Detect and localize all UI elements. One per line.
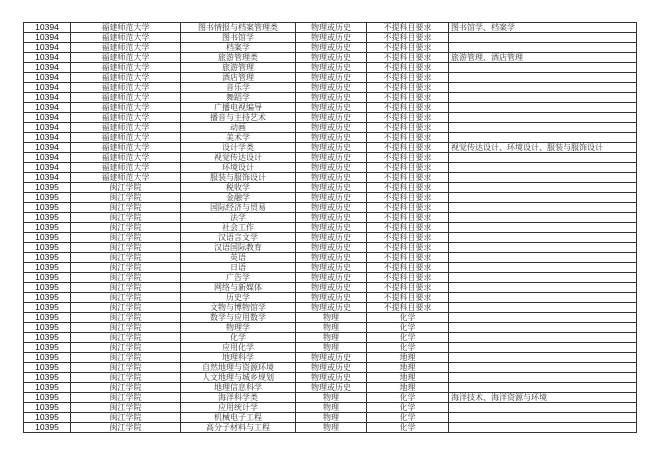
first-subject-cell[interactable]: 物理 <box>296 343 367 353</box>
first-subject-cell[interactable]: 物理或历史 <box>296 113 367 123</box>
second-subject-cell[interactable]: 不提科目要求 <box>367 23 449 33</box>
major-name-cell[interactable]: 设计学类 <box>181 143 296 153</box>
major-name-cell[interactable]: 音乐学 <box>181 83 296 93</box>
first-subject-cell[interactable]: 物理或历史 <box>296 383 367 393</box>
school-name-cell[interactable]: 闽江学院 <box>71 303 181 313</box>
table-row <box>24 403 637 413</box>
second-subject-cell[interactable]: 不提科目要求 <box>367 173 449 183</box>
table-row <box>24 313 637 323</box>
school-name-cell[interactable]: 闽江学院 <box>71 183 181 193</box>
school-code-cell[interactable]: 10395 <box>24 393 71 403</box>
included-majors-cell[interactable]: 视觉传达设计、环境设计、服装与服饰设计 <box>449 143 637 153</box>
included-majors-cell[interactable] <box>449 413 637 423</box>
second-subject-cell[interactable]: 不提科目要求 <box>367 273 449 283</box>
first-subject-cell[interactable]: 物理或历史 <box>296 33 367 43</box>
included-majors-cell[interactable] <box>449 203 637 213</box>
major-name-cell[interactable]: 税收学 <box>181 183 296 193</box>
school-name-cell[interactable]: 闽江学院 <box>71 423 181 433</box>
table-row <box>24 73 637 83</box>
school-code-cell[interactable]: 10394 <box>24 33 71 43</box>
school-name-cell[interactable]: 福建师范大学 <box>71 113 181 123</box>
major-name-cell[interactable]: 美术学 <box>181 133 296 143</box>
major-name-cell[interactable]: 档案学 <box>181 43 296 53</box>
second-subject-cell[interactable]: 不提科目要求 <box>367 73 449 83</box>
first-subject-cell[interactable]: 物理 <box>296 393 367 403</box>
major-name-cell[interactable]: 汉语言文学 <box>181 233 296 243</box>
school-code-cell[interactable]: 10394 <box>24 153 71 163</box>
second-subject-cell[interactable]: 化学 <box>367 343 449 353</box>
school-code-cell[interactable]: 10395 <box>24 223 71 233</box>
included-majors-cell[interactable] <box>449 293 637 303</box>
major-name-cell[interactable]: 英语 <box>181 253 296 263</box>
first-subject-cell[interactable]: 物理或历史 <box>296 303 367 313</box>
second-subject-cell[interactable]: 不提科目要求 <box>367 113 449 123</box>
table-row <box>24 113 637 123</box>
school-code-cell[interactable]: 10394 <box>24 23 71 33</box>
school-name-cell[interactable]: 闽江学院 <box>71 263 181 273</box>
included-majors-cell[interactable] <box>449 153 637 163</box>
first-subject-cell[interactable]: 物理或历史 <box>296 243 367 253</box>
included-majors-cell[interactable] <box>449 353 637 363</box>
school-name-cell[interactable]: 闽江学院 <box>71 293 181 303</box>
first-subject-cell[interactable]: 物理或历史 <box>296 273 367 283</box>
included-majors-cell[interactable] <box>449 233 637 243</box>
school-code-cell[interactable]: 10395 <box>24 273 71 283</box>
table-row <box>24 413 637 423</box>
major-name-cell[interactable]: 国际经济与贸易 <box>181 203 296 213</box>
major-name-cell[interactable]: 人文地理与城乡规划 <box>181 373 296 383</box>
school-name-cell[interactable]: 闽江学院 <box>71 333 181 343</box>
table-row <box>24 173 637 183</box>
school-code-cell[interactable]: 10395 <box>24 403 71 413</box>
school-code-cell[interactable]: 10395 <box>24 343 71 353</box>
school-name-cell[interactable]: 福建师范大学 <box>71 153 181 163</box>
first-subject-cell[interactable]: 物理或历史 <box>296 253 367 263</box>
included-majors-cell[interactable] <box>449 193 637 203</box>
included-majors-cell[interactable] <box>449 63 637 73</box>
school-code-cell[interactable]: 10395 <box>24 193 71 203</box>
included-majors-cell[interactable]: 旅游管理、酒店管理 <box>449 53 637 63</box>
school-name-cell[interactable]: 闽江学院 <box>71 213 181 223</box>
second-subject-cell[interactable]: 不提科目要求 <box>367 293 449 303</box>
included-majors-cell[interactable] <box>449 273 637 283</box>
major-name-cell[interactable]: 动画 <box>181 123 296 133</box>
major-name-cell[interactable]: 海洋科学类 <box>181 393 296 403</box>
major-name-cell[interactable]: 网络与新媒体 <box>181 283 296 293</box>
school-code-cell[interactable]: 10395 <box>24 383 71 393</box>
first-subject-cell[interactable]: 物理或历史 <box>296 283 367 293</box>
first-subject-cell[interactable]: 物理或历史 <box>296 73 367 83</box>
second-subject-cell[interactable]: 不提科目要求 <box>367 93 449 103</box>
second-subject-cell[interactable]: 不提科目要求 <box>367 103 449 113</box>
first-subject-cell[interactable]: 物理或历史 <box>296 93 367 103</box>
school-code-cell[interactable]: 10394 <box>24 103 71 113</box>
included-majors-cell[interactable] <box>449 403 637 413</box>
first-subject-cell[interactable]: 物理或历史 <box>296 143 367 153</box>
major-name-cell[interactable]: 广播电视编导 <box>181 103 296 113</box>
included-majors-cell[interactable] <box>449 383 637 393</box>
school-code-cell[interactable]: 10395 <box>24 293 71 303</box>
second-subject-cell[interactable]: 化学 <box>367 413 449 423</box>
table-row <box>24 363 637 373</box>
school-name-cell[interactable]: 闽江学院 <box>71 363 181 373</box>
included-majors-cell[interactable] <box>449 263 637 273</box>
first-subject-cell[interactable]: 物理或历史 <box>296 233 367 243</box>
school-code-cell[interactable]: 10395 <box>24 373 71 383</box>
school-code-cell[interactable]: 10394 <box>24 113 71 123</box>
included-majors-cell[interactable]: 图书馆学、档案学 <box>449 23 637 33</box>
school-name-cell[interactable]: 福建师范大学 <box>71 33 181 43</box>
table-row <box>24 103 637 113</box>
table-row <box>24 93 637 103</box>
school-name-cell[interactable]: 闽江学院 <box>71 233 181 243</box>
second-subject-cell[interactable]: 化学 <box>367 333 449 343</box>
school-code-cell[interactable]: 10394 <box>24 93 71 103</box>
school-name-cell[interactable]: 闽江学院 <box>71 313 181 323</box>
included-majors-cell[interactable] <box>449 253 637 263</box>
second-subject-cell[interactable]: 不提科目要求 <box>367 233 449 243</box>
school-code-cell[interactable]: 10395 <box>24 183 71 193</box>
first-subject-cell[interactable]: 物理或历史 <box>296 213 367 223</box>
first-subject-cell[interactable]: 物理或历史 <box>296 363 367 373</box>
second-subject-cell[interactable]: 不提科目要求 <box>367 163 449 173</box>
school-name-cell[interactable]: 闽江学院 <box>71 193 181 203</box>
first-subject-cell[interactable]: 物理或历史 <box>296 123 367 133</box>
second-subject-cell[interactable]: 化学 <box>367 393 449 403</box>
included-majors-cell[interactable] <box>449 373 637 383</box>
school-code-cell[interactable]: 10394 <box>24 173 71 183</box>
table-row <box>24 203 637 213</box>
table-row <box>24 223 637 233</box>
second-subject-cell[interactable]: 不提科目要求 <box>367 263 449 273</box>
second-subject-cell[interactable]: 地理 <box>367 373 449 383</box>
included-majors-cell[interactable] <box>449 363 637 373</box>
school-code-cell[interactable]: 10394 <box>24 83 71 93</box>
first-subject-cell[interactable]: 物理或历史 <box>296 263 367 273</box>
first-subject-cell[interactable]: 物理或历史 <box>296 353 367 363</box>
table-row <box>24 183 637 193</box>
school-name-cell[interactable]: 闽江学院 <box>71 393 181 403</box>
second-subject-cell[interactable]: 不提科目要求 <box>367 43 449 53</box>
second-subject-cell[interactable]: 不提科目要求 <box>367 63 449 73</box>
second-subject-cell[interactable]: 地理 <box>367 353 449 363</box>
table-body <box>24 23 637 433</box>
school-name-cell[interactable]: 闽江学院 <box>71 283 181 293</box>
table-row <box>24 303 637 313</box>
second-subject-cell[interactable]: 不提科目要求 <box>367 223 449 233</box>
major-name-cell[interactable]: 物理学 <box>181 323 296 333</box>
first-subject-cell[interactable]: 物理或历史 <box>296 223 367 233</box>
first-subject-cell[interactable]: 物理或历史 <box>296 163 367 173</box>
second-subject-cell[interactable]: 不提科目要求 <box>367 303 449 313</box>
table-row <box>24 273 637 283</box>
second-subject-cell[interactable]: 化学 <box>367 313 449 323</box>
school-name-cell[interactable]: 福建师范大学 <box>71 163 181 173</box>
table-row <box>24 23 637 33</box>
included-majors-cell[interactable] <box>449 323 637 333</box>
first-subject-cell[interactable]: 物理或历史 <box>296 373 367 383</box>
major-name-cell[interactable]: 汉语国际教育 <box>181 243 296 253</box>
major-name-cell[interactable]: 视觉传达设计 <box>181 153 296 163</box>
first-subject-cell[interactable]: 物理 <box>296 403 367 413</box>
major-name-cell[interactable]: 自然地理与资源环境 <box>181 363 296 373</box>
major-name-cell[interactable]: 应用统计学 <box>181 403 296 413</box>
second-subject-cell[interactable]: 不提科目要求 <box>367 33 449 43</box>
included-majors-cell[interactable]: 海洋技术、海洋资源与环境 <box>449 393 637 403</box>
second-subject-cell[interactable]: 地理 <box>367 383 449 393</box>
first-subject-cell[interactable]: 物理或历史 <box>296 53 367 63</box>
major-name-cell[interactable]: 日语 <box>181 263 296 273</box>
table-row <box>24 213 637 223</box>
major-name-cell[interactable]: 地理信息科学 <box>181 383 296 393</box>
school-name-cell[interactable]: 福建师范大学 <box>71 93 181 103</box>
second-subject-cell[interactable]: 不提科目要求 <box>367 133 449 143</box>
major-name-cell[interactable]: 旅游管理 <box>181 63 296 73</box>
second-subject-cell[interactable]: 地理 <box>367 363 449 373</box>
school-name-cell[interactable]: 福建师范大学 <box>71 173 181 183</box>
included-majors-cell[interactable] <box>449 343 637 353</box>
school-name-cell[interactable]: 闽江学院 <box>71 253 181 263</box>
included-majors-cell[interactable] <box>449 313 637 323</box>
school-name-cell[interactable]: 福建师范大学 <box>71 103 181 113</box>
school-name-cell[interactable]: 福建师范大学 <box>71 53 181 63</box>
first-subject-cell[interactable]: 物理 <box>296 333 367 343</box>
included-majors-cell[interactable] <box>449 283 637 293</box>
table-row <box>24 283 637 293</box>
school-code-cell[interactable]: 10395 <box>24 313 71 323</box>
major-name-cell[interactable]: 高分子材料与工程 <box>181 423 296 433</box>
school-code-cell[interactable]: 10395 <box>24 413 71 423</box>
major-name-cell[interactable]: 数学与应用数学 <box>181 313 296 323</box>
school-code-cell[interactable]: 10394 <box>24 63 71 73</box>
school-code-cell[interactable]: 10395 <box>24 353 71 363</box>
school-name-cell[interactable]: 闽江学院 <box>71 353 181 363</box>
school-code-cell[interactable]: 10394 <box>24 163 71 173</box>
table-row <box>24 143 637 153</box>
first-subject-cell[interactable]: 物理或历史 <box>296 63 367 73</box>
second-subject-cell[interactable]: 不提科目要求 <box>367 193 449 203</box>
table-row <box>24 153 637 163</box>
first-subject-cell[interactable]: 物理或历史 <box>296 83 367 93</box>
second-subject-cell[interactable]: 化学 <box>367 423 449 433</box>
second-subject-cell[interactable]: 不提科目要求 <box>367 253 449 263</box>
school-code-cell[interactable]: 10395 <box>24 213 71 223</box>
school-code-cell[interactable]: 10395 <box>24 303 71 313</box>
subject-requirements-table <box>23 22 637 433</box>
second-subject-cell[interactable]: 化学 <box>367 403 449 413</box>
table-row <box>24 343 637 353</box>
included-majors-cell[interactable] <box>449 93 637 103</box>
school-name-cell[interactable]: 闽江学院 <box>71 383 181 393</box>
school-code-cell[interactable]: 10395 <box>24 423 71 433</box>
first-subject-cell[interactable]: 物理或历史 <box>296 203 367 213</box>
school-code-cell[interactable]: 10394 <box>24 143 71 153</box>
table-row <box>24 253 637 263</box>
major-name-cell[interactable]: 化学 <box>181 333 296 343</box>
school-name-cell[interactable]: 闽江学院 <box>71 413 181 423</box>
table-row <box>24 163 637 173</box>
first-subject-cell[interactable]: 物理 <box>296 413 367 423</box>
major-name-cell[interactable]: 广告学 <box>181 273 296 283</box>
included-majors-cell[interactable] <box>449 173 637 183</box>
second-subject-cell[interactable]: 不提科目要求 <box>367 203 449 213</box>
school-name-cell[interactable]: 福建师范大学 <box>71 83 181 93</box>
table-row <box>24 293 637 303</box>
included-majors-cell[interactable] <box>449 123 637 133</box>
table-row <box>24 423 637 433</box>
table-row <box>24 373 637 383</box>
second-subject-cell[interactable]: 化学 <box>367 323 449 333</box>
included-majors-cell[interactable] <box>449 133 637 143</box>
major-name-cell[interactable]: 图书情报与档案管理类 <box>181 23 296 33</box>
second-subject-cell[interactable]: 不提科目要求 <box>367 123 449 133</box>
school-name-cell[interactable]: 福建师范大学 <box>71 63 181 73</box>
first-subject-cell[interactable]: 物理 <box>296 313 367 323</box>
school-code-cell[interactable]: 10394 <box>24 73 71 83</box>
second-subject-cell[interactable]: 不提科目要求 <box>367 283 449 293</box>
table-row <box>24 243 637 253</box>
major-name-cell[interactable]: 文物与博物馆学 <box>181 303 296 313</box>
school-name-cell[interactable]: 福建师范大学 <box>71 143 181 153</box>
included-majors-cell[interactable] <box>449 73 637 83</box>
first-subject-cell[interactable]: 物理或历史 <box>296 173 367 183</box>
major-name-cell[interactable]: 旅游管理类 <box>181 53 296 63</box>
major-name-cell[interactable]: 服装与服饰设计 <box>181 173 296 183</box>
table-row <box>24 393 637 403</box>
included-majors-cell[interactable] <box>449 163 637 173</box>
included-majors-cell[interactable] <box>449 243 637 253</box>
table-row <box>24 383 637 393</box>
table-row <box>24 63 637 73</box>
table-row <box>24 333 637 343</box>
school-code-cell[interactable]: 10395 <box>24 323 71 333</box>
major-name-cell[interactable]: 社会工作 <box>181 223 296 233</box>
school-name-cell[interactable]: 福建师范大学 <box>71 43 181 53</box>
major-name-cell[interactable]: 机械电子工程 <box>181 413 296 423</box>
school-code-cell[interactable]: 10394 <box>24 133 71 143</box>
school-code-cell[interactable]: 10395 <box>24 253 71 263</box>
school-code-cell[interactable]: 10395 <box>24 233 71 243</box>
included-majors-cell[interactable] <box>449 213 637 223</box>
school-code-cell[interactable]: 10395 <box>24 243 71 253</box>
first-subject-cell[interactable]: 物理 <box>296 423 367 433</box>
school-name-cell[interactable]: 福建师范大学 <box>71 23 181 33</box>
major-name-cell[interactable]: 历史学 <box>181 293 296 303</box>
table-row <box>24 233 637 243</box>
first-subject-cell[interactable]: 物理 <box>296 323 367 333</box>
major-name-cell[interactable]: 地理科学 <box>181 353 296 363</box>
second-subject-cell[interactable]: 不提科目要求 <box>367 243 449 253</box>
second-subject-cell[interactable]: 不提科目要求 <box>367 53 449 63</box>
school-name-cell[interactable]: 闽江学院 <box>71 403 181 413</box>
school-name-cell[interactable]: 福建师范大学 <box>71 123 181 133</box>
school-code-cell[interactable]: 10395 <box>24 283 71 293</box>
school-name-cell[interactable]: 闽江学院 <box>71 203 181 213</box>
school-code-cell[interactable]: 10394 <box>24 43 71 53</box>
major-name-cell[interactable]: 舞蹈学 <box>181 93 296 103</box>
first-subject-cell[interactable]: 物理或历史 <box>296 153 367 163</box>
included-majors-cell[interactable] <box>449 83 637 93</box>
school-name-cell[interactable]: 福建师范大学 <box>71 133 181 143</box>
table-row <box>24 193 637 203</box>
table-row <box>24 123 637 133</box>
school-code-cell[interactable]: 10394 <box>24 123 71 133</box>
table-row <box>24 43 637 53</box>
included-majors-cell[interactable] <box>449 43 637 53</box>
included-majors-cell[interactable] <box>449 333 637 343</box>
table-row <box>24 133 637 143</box>
school-name-cell[interactable]: 闽江学院 <box>71 223 181 233</box>
school-name-cell[interactable]: 福建师范大学 <box>71 73 181 83</box>
included-majors-cell[interactable] <box>449 223 637 233</box>
included-majors-cell[interactable] <box>449 303 637 313</box>
second-subject-cell[interactable]: 不提科目要求 <box>367 83 449 93</box>
school-code-cell[interactable]: 10395 <box>24 363 71 373</box>
second-subject-cell[interactable]: 不提科目要求 <box>367 143 449 153</box>
school-name-cell[interactable]: 闽江学院 <box>71 373 181 383</box>
major-name-cell[interactable]: 应用化学 <box>181 343 296 353</box>
major-name-cell[interactable]: 播音与主持艺术 <box>181 113 296 123</box>
first-subject-cell[interactable]: 物理或历史 <box>296 183 367 193</box>
major-name-cell[interactable]: 图书馆学 <box>181 33 296 43</box>
table-row <box>24 33 637 43</box>
first-subject-cell[interactable]: 物理或历史 <box>296 193 367 203</box>
table-row <box>24 53 637 63</box>
included-majors-cell[interactable] <box>449 183 637 193</box>
school-code-cell[interactable]: 10395 <box>24 203 71 213</box>
first-subject-cell[interactable]: 物理或历史 <box>296 103 367 113</box>
table-row <box>24 263 637 273</box>
first-subject-cell[interactable]: 物理或历史 <box>296 293 367 303</box>
table-row <box>24 323 637 333</box>
second-subject-cell[interactable]: 不提科目要求 <box>367 213 449 223</box>
school-name-cell[interactable]: 闽江学院 <box>71 343 181 353</box>
table-row <box>24 83 637 93</box>
school-name-cell[interactable]: 闽江学院 <box>71 243 181 253</box>
school-name-cell[interactable]: 闽江学院 <box>71 273 181 283</box>
school-code-cell[interactable]: 10395 <box>24 333 71 343</box>
major-name-cell[interactable]: 环境设计 <box>181 163 296 173</box>
school-name-cell[interactable]: 闽江学院 <box>71 323 181 333</box>
school-code-cell[interactable]: 10395 <box>24 263 71 273</box>
first-subject-cell[interactable]: 物理或历史 <box>296 23 367 33</box>
school-code-cell[interactable]: 10394 <box>24 53 71 63</box>
major-name-cell[interactable]: 金融学 <box>181 193 296 203</box>
included-majors-cell[interactable] <box>449 113 637 123</box>
first-subject-cell[interactable]: 物理或历史 <box>296 133 367 143</box>
included-majors-cell[interactable] <box>449 103 637 113</box>
major-name-cell[interactable]: 法学 <box>181 213 296 223</box>
included-majors-cell[interactable] <box>449 423 637 433</box>
second-subject-cell[interactable]: 不提科目要求 <box>367 183 449 193</box>
table-row <box>24 353 637 363</box>
second-subject-cell[interactable]: 不提科目要求 <box>367 153 449 163</box>
first-subject-cell[interactable]: 物理或历史 <box>296 43 367 53</box>
included-majors-cell[interactable] <box>449 33 637 43</box>
major-name-cell[interactable]: 酒店管理 <box>181 73 296 83</box>
